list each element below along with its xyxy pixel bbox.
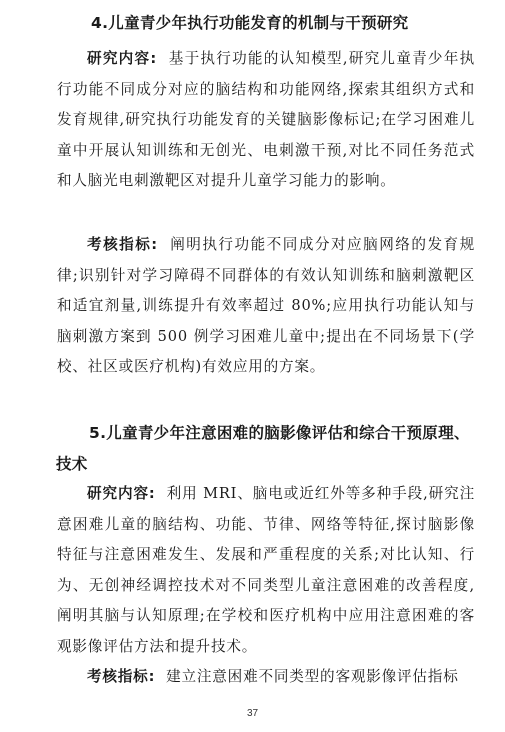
research-content-text: 利用 MRI、脑电或近红外等多种手段,研究注意困难儿童的脑结构、功能、节律、网络等特征,探讨脑影像特征与注意困难发生、发展和严重程度的关系;对比认知、行为、无创神经调控技术对不同类型儿童注意困难的改善程度,阐明其脑与认知原理;在学校和医疗机构中应用注意困难的客观影像评估方法和提升技术。 — [57, 485, 475, 655]
section-4-assessment-metrics — [57, 230, 475, 383]
section-5-assessment-metrics — [57, 662, 475, 693]
research-content-label: 研究内容: — [87, 50, 157, 67]
research-content-label: 研究内容: — [87, 485, 156, 502]
assessment-metrics-text: 阐明执行功能不同成分对应脑网络的发育规律;识别针对学习障碍不同群体的有效认知训练和脑刺激靶区和适宜剂量,训练提升有效率超过 80%;应用执行功能认知与脑刺激方案到 500 例学习困难儿童中;提出在不同场景下(学校、社区或医疗机构)有效应用的方案。 — [57, 236, 475, 376]
section-4-research-content — [57, 44, 475, 197]
page-number: 37 — [246, 708, 259, 719]
assessment-metrics-label: 考核指标: — [87, 668, 156, 685]
section-5-research-content — [57, 479, 475, 663]
research-content-text: 基于执行功能的认知模型,研究儿童青少年执行功能不同成分对应的脑结构和功能网络,探索其组织方式和发育规律,研究执行功能发育的关键脑影像标记;在学习困难儿童中开展认知训练和无创光、电刺激干预,对比不同任务范式和人脑光电刺激靶区对提升儿童学习能力的影响。 — [57, 50, 475, 190]
assessment-metrics-label: 考核指标: — [87, 236, 158, 253]
section-4-title: 4.儿童青少年执行功能发育的机制与干预研究 — [91, 14, 409, 32]
assessment-metrics-text: 建立注意困难不同类型的客观影像评估指标 — [166, 668, 459, 685]
section-5-title: 5.儿童青少年注意困难的脑影像评估和综合干预原理、技术 — [56, 424, 470, 473]
